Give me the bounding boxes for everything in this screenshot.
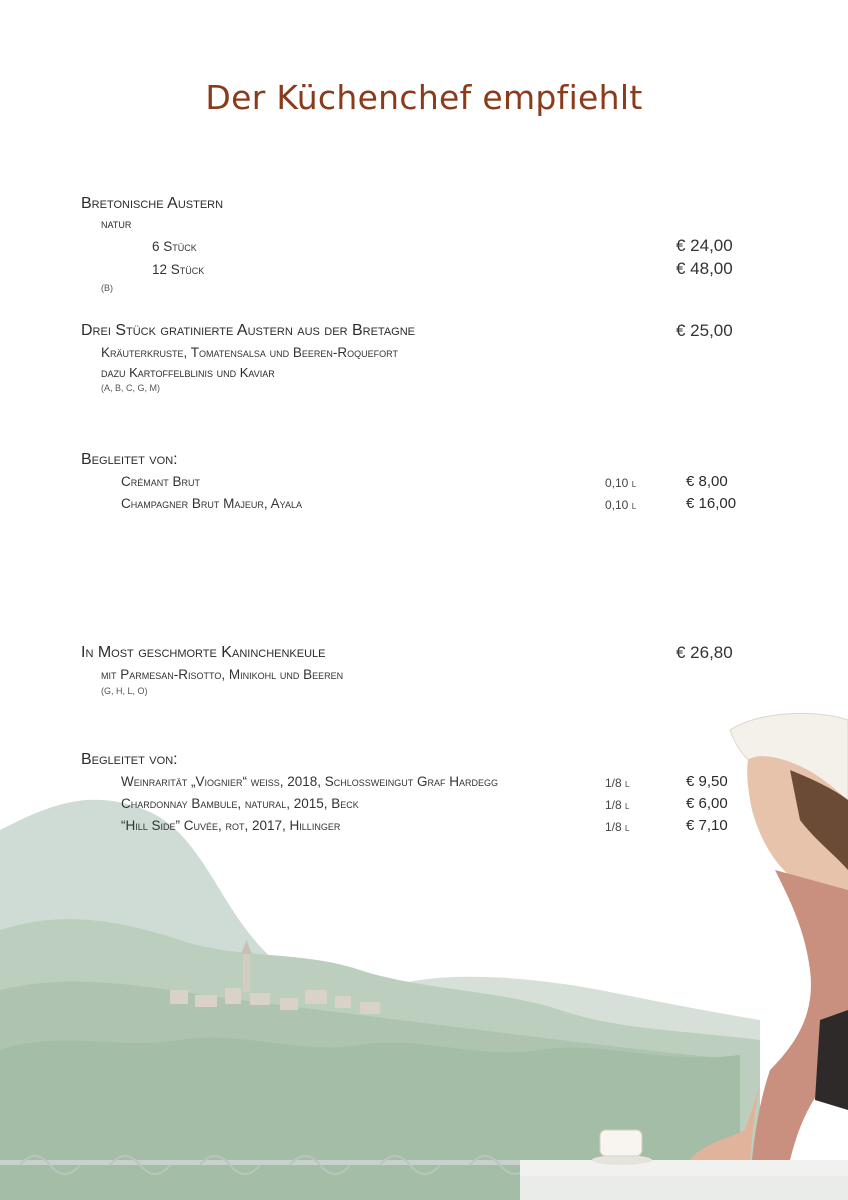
- rabbit-price: € 26,80: [676, 643, 733, 662]
- pairing-1-wine-2-price: € 16,00: [686, 495, 737, 512]
- gratinated-oysters-name: Drei Stück gratinierte Austern aus der Bretagne: [81, 322, 415, 339]
- page-title: Der Küchenchef empfiehlt: [205, 78, 643, 117]
- pairing-1-wine-2-name: Champagner Brut Majeur, Ayala: [121, 496, 302, 511]
- rabbit-desc: mit Parmesan-Risotto, Minikohl und Beeren: [101, 667, 344, 682]
- gratinated-oysters-desc-2: dazu Kartoffelblinis und Kaviar: [101, 365, 275, 380]
- pairing-2-wine-1-price: € 9,50: [686, 773, 728, 790]
- pairing-2-wine-2-price: € 6,00: [686, 795, 728, 812]
- oysters-name: Bretonische Austern: [81, 195, 224, 212]
- pairing-1-wine-1-price: € 8,00: [686, 473, 728, 490]
- rabbit-name: In Most geschmorte Kaninchenkeule: [81, 644, 326, 661]
- gratinated-oysters-allergens: (A, B, C, G, M): [101, 383, 161, 393]
- pairing-1-wine-1-name: Crémant Brut: [121, 474, 201, 489]
- pairing-2-wine-3-qty: 1/8 l: [605, 820, 630, 834]
- oysters-allergens: (B): [101, 283, 113, 293]
- oysters-row-12-price: € 48,00: [676, 259, 733, 278]
- gratinated-oysters-price: € 25,00: [676, 321, 733, 340]
- pairing-2-wine-3-name: “Hill Side” Cuvée, rot, 2017, Hillinger: [121, 818, 341, 833]
- pairing-1-wine-1-qty: 0,10 l: [605, 476, 637, 490]
- rabbit-allergens: (G, H, L, O): [101, 686, 148, 696]
- oysters-row-6-price: € 24,00: [676, 236, 733, 255]
- oysters-row-12-label: 12 Stück: [152, 262, 205, 277]
- pairing-1-wine-2-qty: 0,10 l: [605, 498, 637, 512]
- pairing-2-heading: Begleitet von:: [81, 751, 178, 768]
- pairing-2-wine-2-qty: 1/8 l: [605, 798, 630, 812]
- pairing-1-heading: Begleitet von:: [81, 451, 178, 468]
- gratinated-oysters-desc-1: Kräuterkruste, Tomatensalsa und Beeren-Roquefort: [101, 345, 398, 360]
- pairing-2-wine-2-name: Chardonnay Bambule, natural, 2015, Beck: [121, 796, 359, 811]
- oysters-row-6-label: 6 Stück: [152, 239, 197, 254]
- oysters-style: natur: [101, 217, 132, 231]
- pairing-2-wine-1-qty: 1/8 l: [605, 776, 630, 790]
- pairing-2-wine-1-name: Weinrarität „Viognier“ weiß, 2018, Schlossweingut Graf Hardegg: [121, 774, 499, 789]
- pairing-2-wine-3-price: € 7,10: [686, 817, 728, 834]
